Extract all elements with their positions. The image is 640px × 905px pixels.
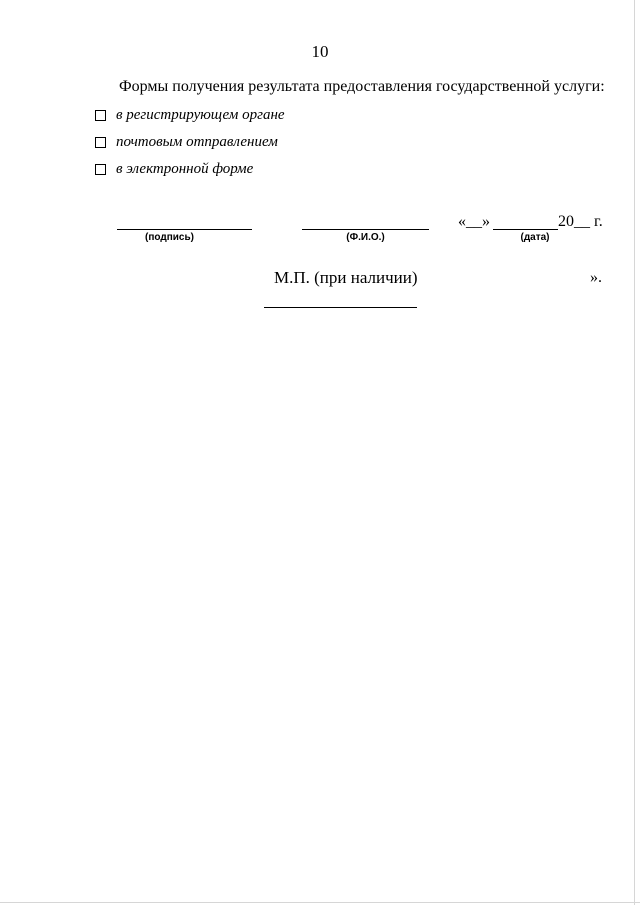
option-label: в электронной форме <box>116 161 254 177</box>
stamp-line[interactable] <box>264 307 417 308</box>
scan-edge-right <box>634 0 635 905</box>
option-label: в регистрирующем органе <box>116 107 285 123</box>
name-caption: (Ф.И.О.) <box>346 232 385 243</box>
option-postal-delivery[interactable] <box>95 134 278 151</box>
option-registering-authority[interactable] <box>95 107 285 124</box>
date-year: 20__ г. <box>558 213 603 230</box>
result-forms-heading: Формы получения результата предоставления государственной услуги: <box>119 78 605 95</box>
option-electronic-form[interactable] <box>95 161 253 178</box>
scan-edge-bottom <box>0 902 640 903</box>
closing-quote: ». <box>590 269 602 286</box>
option-label: почтовым отправлением <box>116 134 278 150</box>
checkbox-icon[interactable] <box>95 164 106 175</box>
name-line[interactable] <box>302 229 429 230</box>
signature-caption: (подпись) <box>145 232 194 243</box>
checkbox-icon[interactable] <box>95 110 106 121</box>
date-day: «__» <box>458 213 490 230</box>
stamp-label: М.П. (при наличии) <box>274 268 418 287</box>
date-month-line[interactable] <box>493 229 558 230</box>
date-caption: (дата) <box>520 232 550 243</box>
page-number: 10 <box>311 42 329 61</box>
signature-line[interactable] <box>117 229 252 230</box>
checkbox-icon[interactable] <box>95 137 106 148</box>
